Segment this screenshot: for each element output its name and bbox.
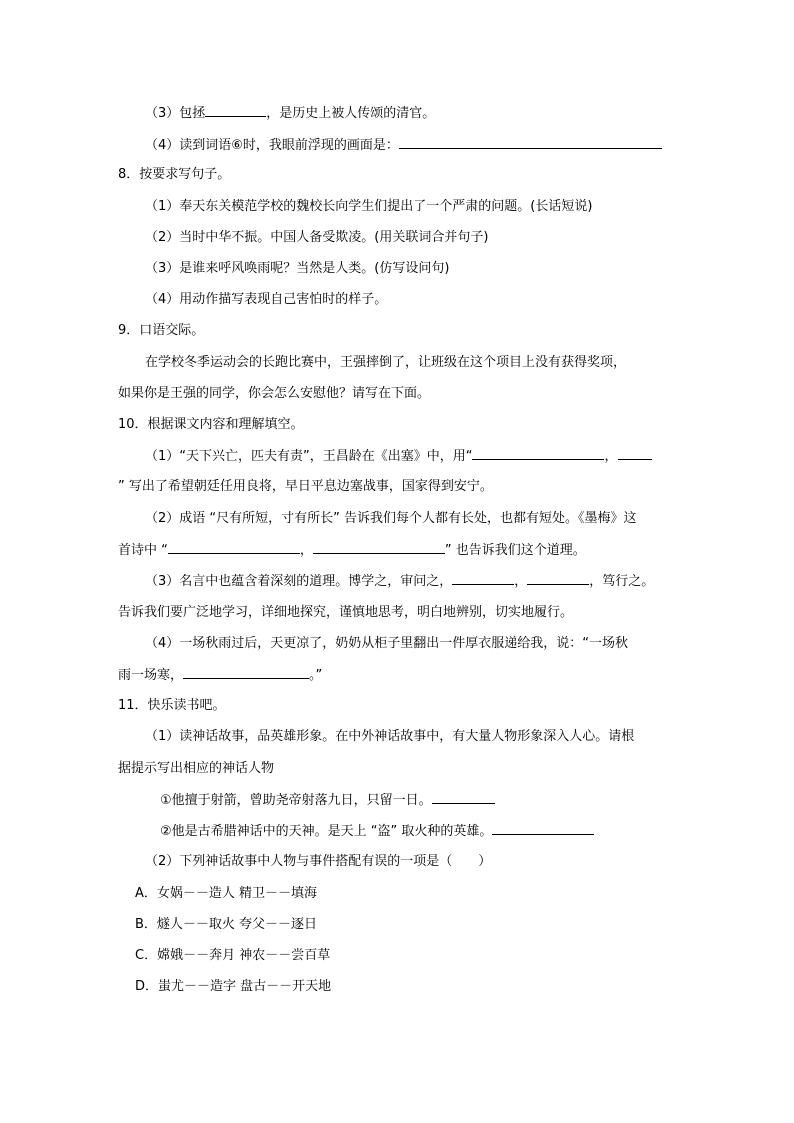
q7-item4 <box>145 136 662 154</box>
q10-item2-blank1[interactable] <box>168 541 300 554</box>
q8-item2: （2）当时中华不振。中国人备受欺凌。(用关联词合并句子) <box>145 230 489 245</box>
q10-item4-pre: 雨一场寒， <box>118 668 184 683</box>
q10-item4-post: 。” <box>309 668 323 683</box>
q8-item1: （1）奉天东关模范学校的魏校长向学生们提出了一个严肃的问题。(长话短说) <box>145 199 593 214</box>
q10-item4-line2 <box>118 666 322 684</box>
q7-item3-before: （3）包拯 <box>145 106 206 121</box>
q11-sub1-text: ①他擅于射箭，曾助尧帝射落九日，只留一日。 <box>160 793 432 808</box>
q11-sub2-blank[interactable] <box>492 822 594 835</box>
q10-item3-blank1[interactable] <box>452 572 514 585</box>
q11-item2-question: （2）下列神话故事中人物与事件搭配有误的一项是（ ） <box>145 854 492 869</box>
q9-line2: 如果你是王强的同学，你会怎么安慰他？请写在下面。 <box>118 386 431 401</box>
q11-item1-line2: 据提示写出相应的神话人物 <box>118 761 275 776</box>
q9-line1: 在学校冬季运动会的长跑比赛中，王强摔倒了，让班级在这个项目上没有获得奖项， <box>145 355 627 370</box>
q10-item3-pre: （3）名言中也蕴含着深刻的道理。博学之，审问之， <box>145 574 453 589</box>
q8-title: 8．按要求写句子。 <box>118 167 231 182</box>
q10-item2-line2 <box>118 541 586 559</box>
q11-item1-line1: （1）读神话故事，品英雄形象。在中外神话故事中，有大量人物形象深入人心。请根 <box>145 729 635 744</box>
q11-sub1-blank[interactable] <box>432 791 495 804</box>
q7-item4-before: （4）读到词语⑥时，我眼前浮现的画面是： <box>145 138 399 153</box>
q9-title: 9．口语交际。 <box>118 323 205 338</box>
q7-item3 <box>145 104 435 122</box>
q10-item1-blank1[interactable] <box>472 447 604 460</box>
q10-item2-post: ” 也告诉我们这个道理。 <box>444 543 586 558</box>
q10-item1 <box>145 447 652 465</box>
q7-item3-blank[interactable] <box>205 104 266 117</box>
q10-item2-blank2[interactable] <box>313 541 445 554</box>
q11-option-a[interactable]: A．女娲－－造人 精卫－－填海 <box>135 886 318 901</box>
q10-item3-line2: 告诉我们要广泛地学习，详细地探究，谨慎地思考，明白地辨别，切实地履行。 <box>118 605 574 620</box>
q10-title: 10．根据课文内容和理解填空。 <box>118 417 304 432</box>
q8-item4: （4）用动作描写表现自己害怕时的样子。 <box>145 292 388 307</box>
q10-item1-cont: ” 写出了希望朝廷任用良将，早日平息边塞战事，国家得到安宁。 <box>118 479 493 494</box>
q11-option-c[interactable]: C．嫦娥－－奔月 神农－－尝百草 <box>135 948 331 963</box>
q11-sub2-text: ②他是古希腊神话中的天神。是天上 “盗” 取火种的英雄。 <box>160 824 493 839</box>
q11-item1-sub2 <box>160 822 594 840</box>
q10-item2-pre: 首诗中 “ <box>118 543 168 558</box>
q10-item1-text: （1）“天下兴亡，匹夫有责”，王昌龄在《出塞》中，用“ <box>145 449 473 464</box>
q11-title: 11．快乐读书吧。 <box>118 698 226 713</box>
q10-item2-comma: ， <box>299 543 313 558</box>
q10-item4-line1: （4）一场秋雨过后，天更凉了，奶奶从柜子里翻出一件厚衣服递给我，说：“一场秋 <box>145 636 629 651</box>
q10-item1-comma: ， <box>604 449 618 464</box>
q10-item3-line1 <box>145 572 654 590</box>
q11-item1-sub1 <box>160 791 495 809</box>
q11-option-b[interactable]: B．燧人－－取火 夸父－－逐日 <box>135 917 318 932</box>
q10-item3-blank2[interactable] <box>527 572 589 585</box>
q10-item1-blank2[interactable] <box>618 447 652 460</box>
q10-item3-mid: ， <box>514 574 528 589</box>
q7-item3-after: ，是历史上被人传颂的清官。 <box>266 106 436 121</box>
q11-option-d[interactable]: D．蚩尤－－造字 盘古－－开天地 <box>135 979 332 994</box>
q10-item3-post: ，笃行之。 <box>589 574 655 589</box>
q7-item4-blank[interactable] <box>399 136 662 149</box>
q8-item3: （3）是谁来呼风唤雨呢？当然是人类。(仿写设问句) <box>145 261 450 276</box>
q10-item4-blank[interactable] <box>183 666 309 679</box>
q10-item2-line1: （2）成语 “尺有所短，寸有所长” 告诉我们每个人都有长处，也都有短处。《墨梅》这 <box>145 511 637 526</box>
